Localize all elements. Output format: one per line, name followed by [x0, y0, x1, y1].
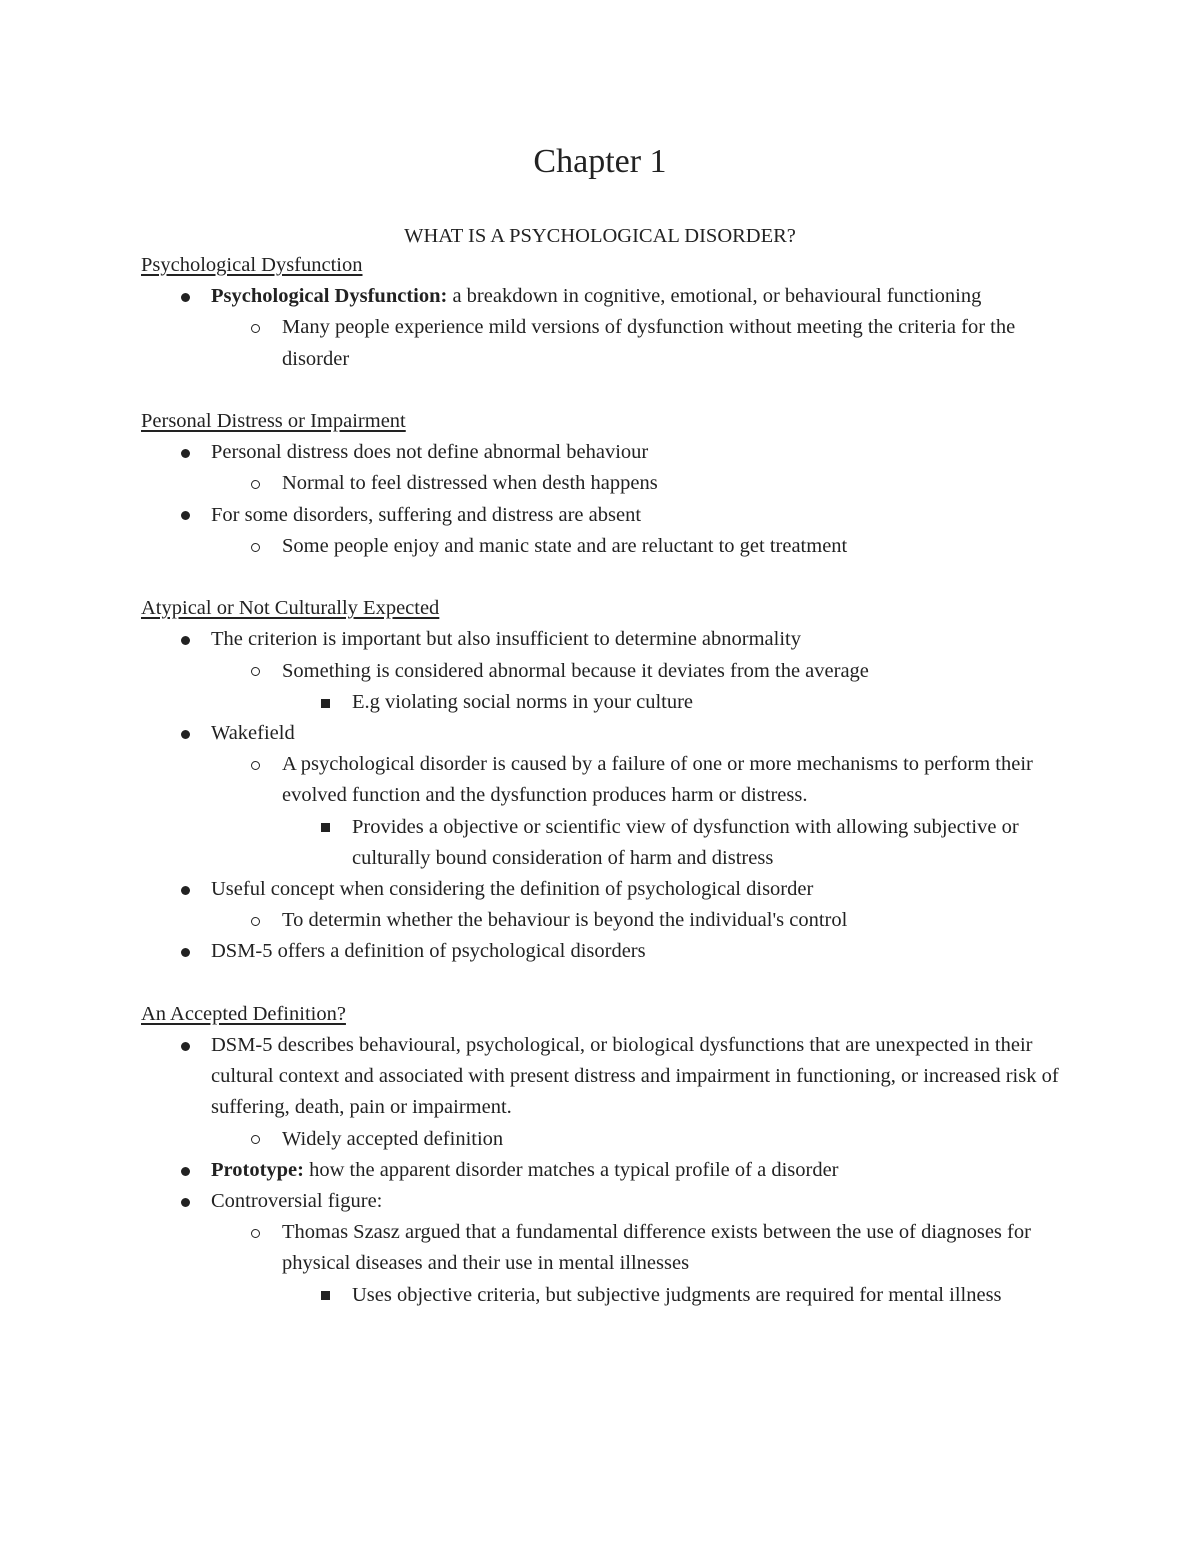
- bullet-circle-icon: [245, 905, 265, 936]
- bullet-dot-icon: [175, 874, 195, 905]
- list-item-text: Widely accepted definition: [282, 1127, 504, 1150]
- list-item-text: For some disorders, suffering and distress are absent: [211, 503, 642, 526]
- term-label: Psychological Dysfunction:: [211, 285, 448, 308]
- list-item-text: Provides a objective or scientific view of dysfunction with allowing subjective or culturally bound consideration of harm and distress: [352, 815, 1019, 869]
- list-item-text: Controversial figure:: [211, 1190, 383, 1213]
- list-item-text: DSM-5 offers a definition of psychological disorders: [211, 940, 646, 963]
- list-item-text: Something is considered abnormal because it deviates from the average: [282, 659, 869, 682]
- list-item: [141, 718, 1071, 749]
- list-item-text: DSM-5 describes behavioural, psychological, or biological dysfunctions that are unexpected in their cultural context and associated with present distress and impairment in functioning, or increased risk of suffering, death, pain or impairment.: [211, 1034, 1059, 1119]
- list-item: [141, 936, 1071, 967]
- list-item-text: The criterion is important but also insufficient to determine abnormality: [211, 628, 801, 651]
- section-heading-psychological-dysfunction: Psychological Dysfunction: [141, 254, 363, 276]
- bullet-square-icon: [315, 812, 335, 843]
- list-item-text: Wakefield: [211, 722, 295, 745]
- list-item-text: Some people enjoy and manic state and are reluctant to get treatment: [282, 534, 848, 557]
- bullet-dot-icon: [175, 1030, 195, 1061]
- list-item-text: Useful concept when considering the definition of psychological disorder: [211, 878, 814, 901]
- list-item: [141, 687, 1071, 718]
- bullet-dot-icon: [175, 936, 195, 967]
- bullet-circle-icon: [245, 1217, 265, 1248]
- bullet-dot-icon: [175, 624, 195, 655]
- list-item-text: To determin whether the behaviour is beyond the individual's control: [282, 909, 848, 932]
- section-heading-atypical: Atypical or Not Culturally Expected: [141, 597, 440, 620]
- list-item-text: Personal distress does not define abnormal behaviour: [211, 441, 649, 464]
- list-item-text: Thomas Szasz argued that a fundamental difference exists between the use of diagnoses for physical diseases and their use in mental illnesses: [282, 1221, 1031, 1275]
- bullet-circle-icon: [245, 1124, 265, 1155]
- section-heading-accepted-definition: An Accepted Definition?: [141, 1002, 346, 1025]
- page-subtitle: WHAT IS A PSYCHOLOGICAL DISORDER?: [404, 225, 796, 247]
- list-item: [141, 468, 1071, 499]
- list-item: [141, 531, 1071, 562]
- list-item-text: E.g violating social norms in your culture: [352, 690, 694, 713]
- bullet-dot-icon: [175, 1155, 195, 1186]
- list-item-text: Normal to feel distressed when desth happens: [282, 472, 658, 495]
- term-label: Prototype:: [211, 1158, 304, 1181]
- list-item: [141, 312, 1071, 374]
- list-item: [141, 1280, 1071, 1311]
- list-item: [141, 624, 1071, 655]
- list-item: [141, 874, 1071, 905]
- section-heading-personal-distress: Personal Distress or Impairment: [141, 410, 406, 432]
- list-item: [141, 749, 1071, 811]
- bullet-circle-icon: [245, 531, 265, 562]
- bullet-circle-icon: [245, 468, 265, 499]
- list-item-text: A psychological disorder is caused by a failure of one or more mechanisms to perform their evolved function and the dysfunction produces harm or distress.: [282, 753, 1033, 807]
- bullet-dot-icon: [175, 1186, 195, 1217]
- bullet-square-icon: [315, 687, 335, 718]
- page-title: Chapter 1: [533, 143, 667, 180]
- list-item: [141, 1217, 1071, 1279]
- list-item: [141, 812, 1071, 874]
- list-item: [141, 1155, 1071, 1186]
- list-item: [141, 500, 1071, 531]
- bullet-dot-icon: [175, 718, 195, 749]
- bullet-dot-icon: [175, 437, 195, 468]
- list-item: [141, 1030, 1071, 1124]
- bullet-circle-icon: [245, 749, 265, 780]
- notes-body: [141, 250, 1071, 1311]
- list-item: [141, 437, 1071, 468]
- bullet-dot-icon: [175, 500, 195, 531]
- bullet-square-icon: [315, 1280, 335, 1311]
- definition-text: how the apparent disorder matches a typical profile of a disorder: [303, 1158, 839, 1181]
- list-item-text: Uses objective criteria, but subjective judgments are required for mental illness: [352, 1283, 1002, 1306]
- bullet-circle-icon: [245, 656, 265, 687]
- bullet-dot-icon: [175, 281, 195, 312]
- list-item: [141, 1186, 1071, 1217]
- list-item: [141, 281, 1071, 312]
- list-item: [141, 905, 1071, 936]
- list-item: [141, 1124, 1071, 1155]
- list-item: [141, 656, 1071, 687]
- definition-text: a breakdown in cognitive, emotional, or behavioural functioning: [447, 285, 982, 308]
- bullet-circle-icon: [245, 312, 265, 343]
- list-item-text: Many people experience mild versions of dysfunction without meeting the criteria for the disorder: [282, 316, 1016, 370]
